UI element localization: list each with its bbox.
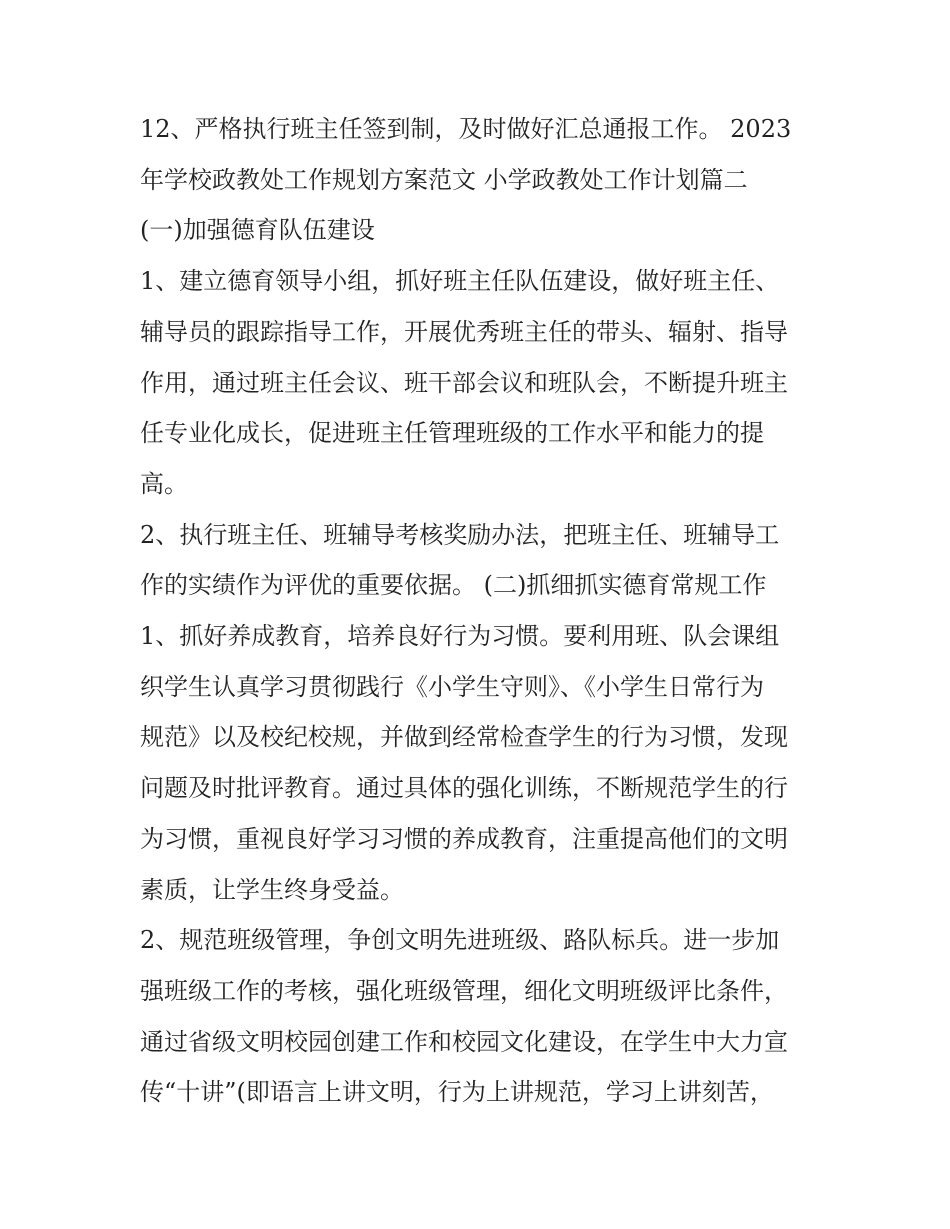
paragraph (140, 256, 820, 510)
text-line: 2、执行班主任、班辅导考核奖励办法，把班主任、班辅导工 (140, 520, 780, 549)
text-line: 12、严格执行班主任签到制，及时做好汇总通报工作。 2023 (140, 115, 792, 143)
paragraph (140, 510, 820, 611)
text-line: 2、规范班级管理，争创文明先进班级、路队标兵。进一步加 (140, 926, 780, 955)
text-line: 为习惯，重视良好学习习惯的养成教育，注重提高他们的文明 (140, 824, 788, 853)
text-line: 作用，通过班主任会议、班干部会议和班队会，不断提升班主 (140, 368, 788, 397)
text-line: 辅导员的跟踪指导工作，开展优秀班主任的带头、辐射、指导 (140, 317, 788, 346)
text-line: 作的实绩作为评优的重要依据。 (二)抓细抓实德育常规工作 (140, 571, 767, 600)
paragraph (140, 104, 820, 205)
text-line: 1、抓好养成教育，培养良好行为习惯。要利用班、队会课组 (140, 622, 780, 651)
text-line: 织学生认真学习贯彻践行《小学生守则》、《小学生日常行为 (140, 672, 764, 701)
paragraph (140, 915, 820, 1118)
text-line: 强班级工作的考核，强化班级管理，细化文明班级评比条件， (140, 976, 788, 1005)
text-line: 素质，让学生终身受益。 (140, 875, 404, 904)
paragraph (140, 205, 820, 256)
text-line: 传“十讲”(即语言上讲文明，行为上讲规范，学习上讲刻苦， (140, 1078, 774, 1107)
text-line: 问题及时批评教育。通过具体的强化训练，不断规范学生的行 (140, 774, 788, 803)
text-line: 年学校政教处工作规划方案范文 小学政教处工作计划篇二 (140, 165, 748, 194)
text-line: 任专业化成长，促进班主任管理班级的工作水平和能力的提 (140, 419, 764, 448)
text-line: (一)加强德育队伍建设 (140, 216, 375, 245)
text-line: 1、建立德育领导小组，抓好班主任队伍建设，做好班主任、 (140, 267, 780, 296)
text-line: 通过省级文明校园创建工作和校园文化建设，在学生中大力宣 (140, 1027, 788, 1056)
paragraph (140, 611, 820, 915)
text-line: 高。 (140, 469, 188, 498)
text-line: 规范》以及校纪校规，并做到经常检查学生的行为习惯，发现 (140, 723, 788, 752)
document-body (140, 104, 820, 1118)
